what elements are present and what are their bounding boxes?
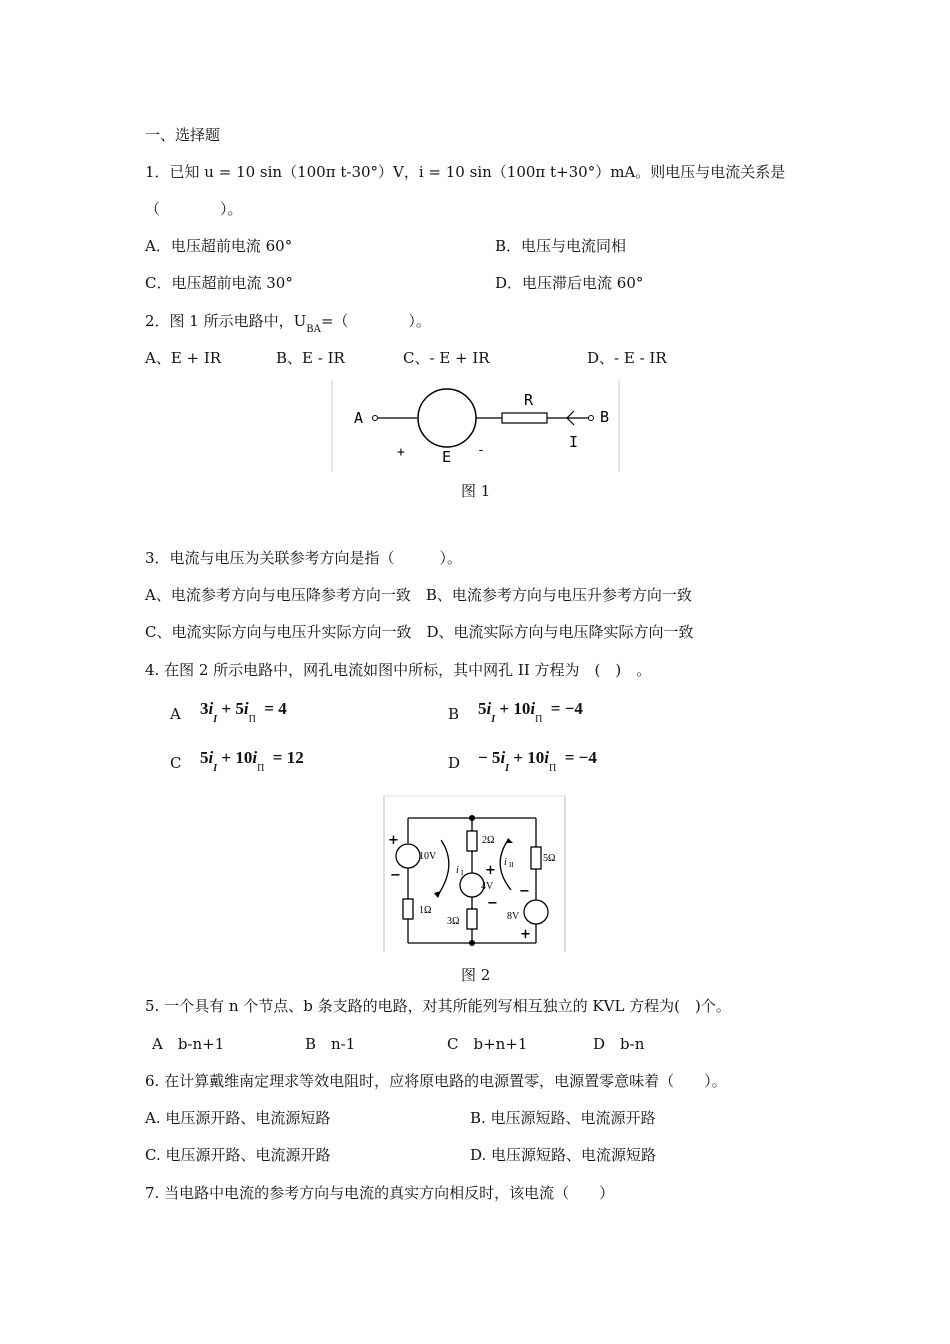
q4-option-d-label: D (448, 754, 461, 772)
source-8v-symbol (524, 900, 548, 924)
label-mesh-1: i (456, 865, 459, 876)
q4-stem: 4. 在图 2 所示电路中，网孔电流如图中所标，其中网孔 II 方程为 ( ) 。 (145, 661, 652, 679)
q6-option-a: A. 电压源开路、电流源短路 (145, 1109, 331, 1127)
q2-stem (145, 311, 431, 334)
4v-plus: + (485, 863, 496, 878)
8v-minus: − (519, 884, 530, 899)
q5-option-c: C b+n+1 (447, 1035, 528, 1053)
terminal-b (589, 416, 594, 421)
q5-option-b: B n-1 (305, 1035, 356, 1053)
q1-stem: 1．已知 u = 10 sin（100π t-30°）V，i = 10 sin（100π t+30°）mA。则电压与电流关系是 (145, 163, 786, 181)
node-top (469, 815, 475, 821)
q2-stem-pre: 2．图 1 所示电路中，U (145, 312, 307, 330)
q2-option-d: D、- E - IR (587, 349, 667, 367)
q4-option-a-label: A (170, 705, 181, 723)
label-a: A (354, 409, 364, 427)
q4-option-b-equation: $5i_I + 10i_\Pi = -4$ (478, 699, 583, 725)
q1-option-d: D．电压滞后电流 60° (495, 274, 644, 292)
q2-option-b: B、E - IR (276, 349, 345, 367)
q5-option-a: A b-n+1 (152, 1035, 225, 1053)
q4-option-c-label: C (170, 754, 182, 772)
figure-2-caption: 图 2 (461, 966, 491, 984)
q4-option-d-equation: − $5i_I + 10i_\Pi = -4$ (478, 748, 597, 774)
label-i: I (569, 433, 579, 451)
q3-options-ab: A、电流参考方向与电压降参考方向一致 B、电流参考方向与电压升参考方向一致 (145, 586, 692, 604)
label-e: E (442, 448, 452, 466)
q2-option-a: A、E + IR (145, 349, 222, 367)
label-minus: - (477, 443, 485, 458)
resistor-5ohm (531, 847, 541, 869)
q2-option-c: C、- E + IR (403, 349, 490, 367)
q6-option-c: C. 电压源开路、电流源开路 (145, 1146, 331, 1164)
10v-plus: + (388, 833, 399, 848)
q3-stem: 3．电流与电压为关联参考方向是指（ ）。 (145, 549, 463, 567)
resistor-1ohm (403, 899, 413, 919)
resistor-symbol (502, 413, 547, 423)
label-2ohm: 2Ω (482, 835, 495, 846)
label-5ohm: 5Ω (543, 853, 556, 864)
label-1ohm: 1Ω (419, 905, 432, 916)
8v-plus: + (520, 927, 531, 942)
q2-stem-post: =（ ）。 (320, 312, 431, 330)
label-mesh-2-sub: II (509, 861, 514, 869)
10v-minus: − (390, 868, 401, 883)
q3-options-cd: C、电流实际方向与电压升实际方向一致 D、电流实际方向与电压降实际方向一致 (145, 623, 694, 641)
label-10v: 10V (419, 851, 437, 862)
label-r: R (524, 391, 534, 409)
label-3ohm: 3Ω (447, 916, 460, 927)
mesh-2-arrowhead-icon (506, 838, 513, 843)
label-4v: 4V (481, 881, 494, 892)
figure-1-caption: 图 1 (461, 482, 491, 500)
terminal-a (373, 416, 378, 421)
q1-option-c: C．电压超前电流 30° (145, 274, 293, 292)
q4-option-c-equation: $5i_I + 10i_\Pi = 12$ (200, 748, 304, 774)
q1-option-a: A．电压超前电流 60° (145, 237, 293, 255)
voltage-source-symbol (418, 389, 476, 447)
q5-option-d: D b-n (593, 1035, 645, 1053)
q2-stem-subscript: BA (306, 324, 321, 335)
q4-option-b-label: B (448, 705, 460, 723)
mesh-1-arrowhead-icon (434, 891, 441, 898)
q4-option-a-equation: $3i_I + 5i_\Pi = 4$ (200, 699, 287, 725)
label-8v: 8V (507, 911, 520, 922)
node-bottom (469, 940, 475, 946)
label-plus: + (397, 445, 405, 460)
q5-stem: 5. 一个具有 n 个节点、b 条支路的电路，对其所能列写相互独立的 KVL 方程为( )个。 (145, 997, 731, 1015)
section-title: 一、选择题 (145, 126, 221, 144)
q6-option-d: D. 电压源短路、电流源短路 (470, 1146, 657, 1164)
label-b: B (600, 408, 610, 426)
source-10v-symbol (396, 844, 420, 868)
q1-stem-blank: （ ）。 (145, 200, 243, 218)
resistor-3ohm (467, 909, 477, 929)
figure-2-circuit (383, 795, 567, 953)
q6-stem: 6. 在计算戴维南定理求等效电阻时，应将原电路的电源置零，电源置零意味着（ ）。 (145, 1072, 727, 1090)
4v-minus: − (487, 896, 498, 911)
label-mesh-1-sub: I (461, 869, 464, 877)
q7-stem: 7. 当电路中电流的参考方向与电流的真实方向相反时，该电流（ ） (145, 1184, 615, 1202)
q6-option-b: B. 电压源短路、电流源开路 (470, 1109, 656, 1127)
resistor-2ohm (467, 831, 477, 851)
mesh-current-1-arrow (438, 840, 449, 895)
label-mesh-2: i (504, 857, 507, 868)
figure-1-circuit (331, 378, 621, 474)
q1-option-b: B．电压与电流同相 (495, 237, 627, 255)
